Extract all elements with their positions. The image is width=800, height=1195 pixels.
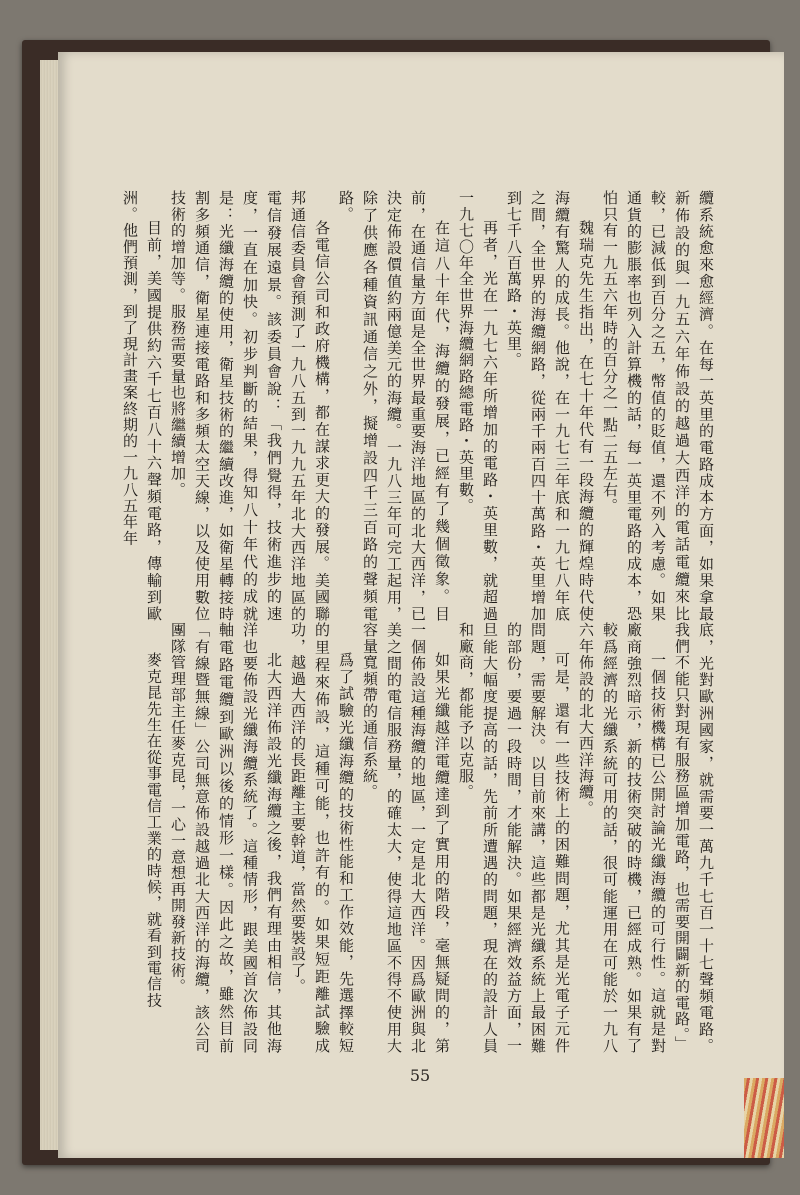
paragraph: 一個技術機構已公開討論光纖海纜的可行性。這就是對廠商強烈暗示，新的技術突破的時機，已經成熟。如果有了較爲經濟的光纖系統可用的話，很可能運用在可能於一九八六年佈設的北大西洋海纜。 <box>577 622 667 1054</box>
bookmark-ribbon <box>744 1078 784 1158</box>
paragraph: 底，光對歐洲國家，就需要一萬九千七百一十七聲頻電路。我們不能只對現有服務區增加電路，也需要開闢新的電路。」 <box>673 622 715 1054</box>
paragraph: 如果光纖越洋電纜達到了實用的階段，毫無疑問的，第一個佈設這種海纜的地區，一定是北大西洋。因爲歐洲與北美之間的電信服務量，的確太大，使得這地區不得不使用大容量寬頻帶的通信系統。 <box>361 622 451 1054</box>
paragraph: 纜系統愈來愈經濟。在每一英里的電路成本方面，如果拿最新佈設的與一九五六年佈設的越過大西洋的電話電纜來比較，已減低到百分之五，幣值的貶值，還不列入考慮。如果通貨的膨脹率也列入計算機的話，每一英里電路的成本，恐怕只有一九五六年時的百分之一點二五左右。 <box>601 190 715 622</box>
upper-text-block <box>120 190 718 622</box>
paragraph: 在這八十年代，海纜的發展，已經有了幾個徵象。目前，在通信量方面是全世界最重要海洋地區的北大西洋，已決定佈設價值約兩億美元的海纜。一九八三年可完工起用，除了供應各種資訊通信之外，擬增設四千三百路的聲頻電路。 <box>337 190 451 622</box>
paragraph: 北大西洋佈設光纖海纜之後，我們有理由相信，其他海洋也要佈設光纖海纜系統了。這種情形，跟美國首次佈設同軸電路電纜到歐洲以後的情形一樣。因此之故，雖然目前「有線暨無線」公司無意佈設越過北大西洋的海纜，該公司團隊管理部主任麥克昆，一心一意想再開發新技術。 <box>169 622 283 1054</box>
paragraph: 各電信公司和政府機構，都在謀求更大的發展。美國聯邦通信委員會預測了一九八五到一九九五年北大西洋地區的電信發展遠景。該委員會說：「我們覺得，技術進步的速度，一直在加快。初步判斷的結果，得知八十年代的成就是：光纖海纜的使用，衛星技術的繼續改進，如衛星轉接時割多頻通信，衛星連接電路和多頻太空天線，以及使用數位技術的增加等。服務需要量也將繼續增加。 <box>169 190 331 622</box>
paragraph: 爲了試驗光纖海纜的技術性能和工作效能，先選擇較短的里程來佈設，這種可能，也許有的。如果短距離試驗成功，越過大西洋的長距離主要幹道，當然要裝設了。 <box>289 622 355 1054</box>
paragraph: 魏瑞克先生指出，在七十年代有一段海纜的輝煌時代使海纜有驚人的成長。他說，在一九七三年底和一九七八年底之間，全世界的海纜網路，從兩千兩百四十萬路・英里增加到七千八百萬路・英里。 <box>505 190 595 622</box>
paragraph: 目前，美國提供約六千七百八十六聲頻電路，傳輸到歐洲。他們預測，到了現計畫案終期的一九八五年年 <box>121 190 163 622</box>
page-number: 55 <box>409 1066 431 1085</box>
paragraph: 麥克昆先生在從事電信工業的時候，就看到電信技 <box>145 652 163 1009</box>
lower-text-block <box>120 622 718 1054</box>
paragraph: 可是，還有一些技術上的困難問題，尤其是光電子元件問題，需要解決。以目前來講，這些都是光纖系統上最困難的部份，要過一段時間，才能解決。如果經濟效益方面，一旦能大幅度提高的話，先前所遭遇的問題，現在的設計人員和廠商，都能予以克服。 <box>457 622 571 1054</box>
paragraph: 再者，光在一九七六年所增加的電路・英里數，就超過一九七〇年全世界海纜網路總電路・英里數。 <box>457 190 499 622</box>
